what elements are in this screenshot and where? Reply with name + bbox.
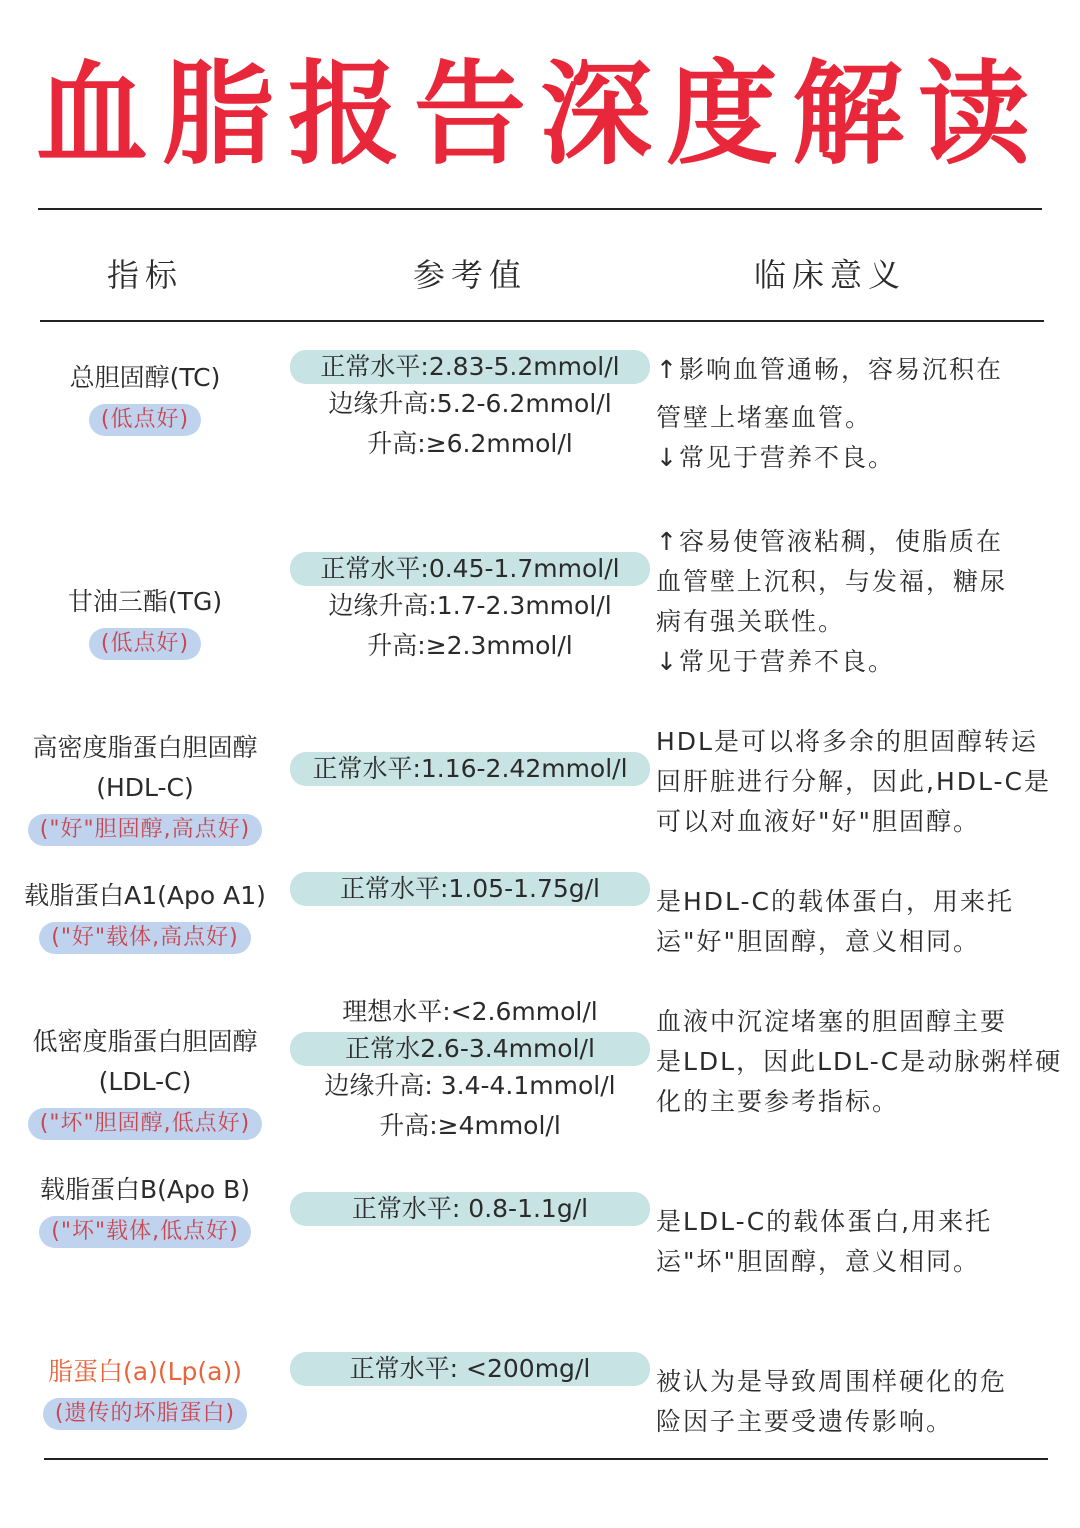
meaning-cell bbox=[656, 1002, 1076, 1122]
meaning-line: ↓常见于营养不良。 bbox=[656, 647, 895, 676]
meaning-line: 险因子主要受遗传影响。 bbox=[656, 1407, 954, 1436]
meaning-line: 是LDL，因此LDL-C是动脉粥样硬 bbox=[656, 1047, 1063, 1076]
meaning-cell bbox=[656, 722, 1076, 842]
meaning-cell bbox=[656, 882, 1076, 962]
indicator-name: 脂蛋白(a)(Lp(a)) bbox=[48, 1357, 242, 1386]
reference-normal: 正常水平: <200mg/l bbox=[290, 1352, 650, 1386]
meaning-line: ↑影响血管通畅，容易沉积在 bbox=[656, 355, 1003, 384]
meaning-line: 化的主要参考指标。 bbox=[656, 1087, 900, 1116]
meaning-line: 病有强关联性。 bbox=[656, 607, 846, 636]
meaning-line: 被认为是导致周围样硬化的危 bbox=[656, 1367, 1008, 1396]
indicator-tag: ("坏"胆固醇,低点好) bbox=[28, 1108, 262, 1140]
reference-cell bbox=[290, 752, 650, 786]
indicator-name: (LDL-C) bbox=[98, 1067, 192, 1096]
indicator-tag: (遗传的坏脂蛋白) bbox=[43, 1398, 247, 1430]
reference-cell bbox=[290, 872, 650, 906]
header-rule bbox=[40, 320, 1044, 322]
meaning-line: 运"好"胆固醇，意义相同。 bbox=[656, 927, 980, 956]
reference-cell bbox=[290, 350, 650, 464]
reference-line: 升高:≥2.3mmol/l bbox=[367, 631, 573, 660]
header-reference: 参考值 bbox=[412, 256, 527, 294]
bottom-rule bbox=[44, 1458, 1048, 1460]
reference-line: 边缘升高:5.2-6.2mmol/l bbox=[328, 389, 612, 418]
meaning-line: 血管壁上沉积，与发福，糖尿 bbox=[656, 567, 1008, 596]
indicator-tag: (低点好) bbox=[89, 628, 201, 660]
reference-normal: 正常水平:1.05-1.75g/l bbox=[290, 872, 650, 906]
meaning-line: 回肝脏进行分解，因此,HDL-C是 bbox=[656, 767, 1051, 796]
indicator-cell bbox=[0, 876, 290, 956]
reference-normal: 正常水平:1.16-2.42mmol/l bbox=[290, 752, 650, 786]
reference-normal: 正常水2.6-3.4mmol/l bbox=[290, 1032, 650, 1066]
indicator-name: 载脂蛋白B(Apo B) bbox=[39, 1175, 251, 1204]
meaning-line: ↑容易使管液粘稠，使脂质在 bbox=[656, 527, 1003, 556]
meaning-cell bbox=[656, 350, 1076, 478]
reference-line: 升高:≥6.2mmol/l bbox=[367, 429, 573, 458]
indicator-cell bbox=[0, 1170, 290, 1250]
reference-line: 边缘升高:1.7-2.3mmol/l bbox=[328, 591, 612, 620]
indicator-name: 总胆固醇(TC) bbox=[69, 363, 221, 392]
reference-cell bbox=[290, 552, 650, 666]
meaning-cell bbox=[656, 1362, 1076, 1442]
indicator-cell bbox=[0, 582, 290, 662]
indicator-tag: ("好"胆固醇,高点好) bbox=[28, 814, 262, 846]
indicator-tag: ("好"载体,高点好) bbox=[39, 922, 250, 954]
indicator-cell bbox=[0, 358, 290, 438]
reference-line: 理想水平:<2.6mmol/l bbox=[342, 997, 598, 1026]
meaning-line: 运"坏"胆固醇，意义相同。 bbox=[656, 1247, 980, 1276]
indicator-cell bbox=[0, 728, 290, 848]
reference-line: 升高:≥4mmol/l bbox=[379, 1111, 561, 1140]
header-indicator: 指标 bbox=[106, 256, 183, 294]
indicator-tag: ("坏"载体,低点好) bbox=[39, 1216, 250, 1248]
reference-cell bbox=[290, 992, 650, 1146]
indicator-tag: (低点好) bbox=[89, 404, 201, 436]
meaning-line: 血液中沉淀堵塞的胆固醇主要 bbox=[656, 1007, 1008, 1036]
meaning-cell bbox=[656, 1202, 1076, 1282]
meaning-line: 管壁上堵塞血管。 bbox=[656, 403, 873, 432]
meaning-line: 是HDL-C的载体蛋白，用来托 bbox=[656, 887, 1015, 916]
meaning-line: ↓常见于营养不良。 bbox=[656, 443, 895, 472]
indicator-name: 低密度脂蛋白胆固醇 bbox=[32, 1027, 258, 1056]
reference-normal: 正常水平:0.45-1.7mmol/l bbox=[290, 552, 650, 586]
meaning-line: 可以对血液好"好"胆固醇。 bbox=[656, 807, 980, 836]
meaning-line: HDL是可以将多余的胆固醇转运 bbox=[656, 727, 1038, 756]
indicator-name: (HDL-C) bbox=[96, 773, 194, 802]
reference-cell bbox=[290, 1352, 650, 1386]
reference-cell bbox=[290, 1192, 650, 1226]
indicator-cell bbox=[0, 1022, 290, 1142]
indicator-cell bbox=[0, 1352, 290, 1432]
meaning-cell bbox=[656, 522, 1076, 682]
indicator-name: 载脂蛋白A1(Apo A1) bbox=[24, 881, 266, 910]
reference-line: 边缘升高: 3.4-4.1mmol/l bbox=[324, 1071, 616, 1100]
reference-normal: 正常水平: 0.8-1.1g/l bbox=[290, 1192, 650, 1226]
header-meaning: 临床意义 bbox=[753, 256, 906, 294]
meaning-line: 是LDL-C的载体蛋白,用来托 bbox=[656, 1207, 993, 1236]
reference-normal: 正常水平:2.83-5.2mmol/l bbox=[290, 350, 650, 384]
page-title: 血脂报告深度解读 bbox=[36, 49, 1044, 180]
top-rule bbox=[38, 208, 1042, 210]
indicator-name: 甘油三酯(TG) bbox=[67, 587, 223, 616]
indicator-name: 高密度脂蛋白胆固醇 bbox=[32, 733, 258, 762]
